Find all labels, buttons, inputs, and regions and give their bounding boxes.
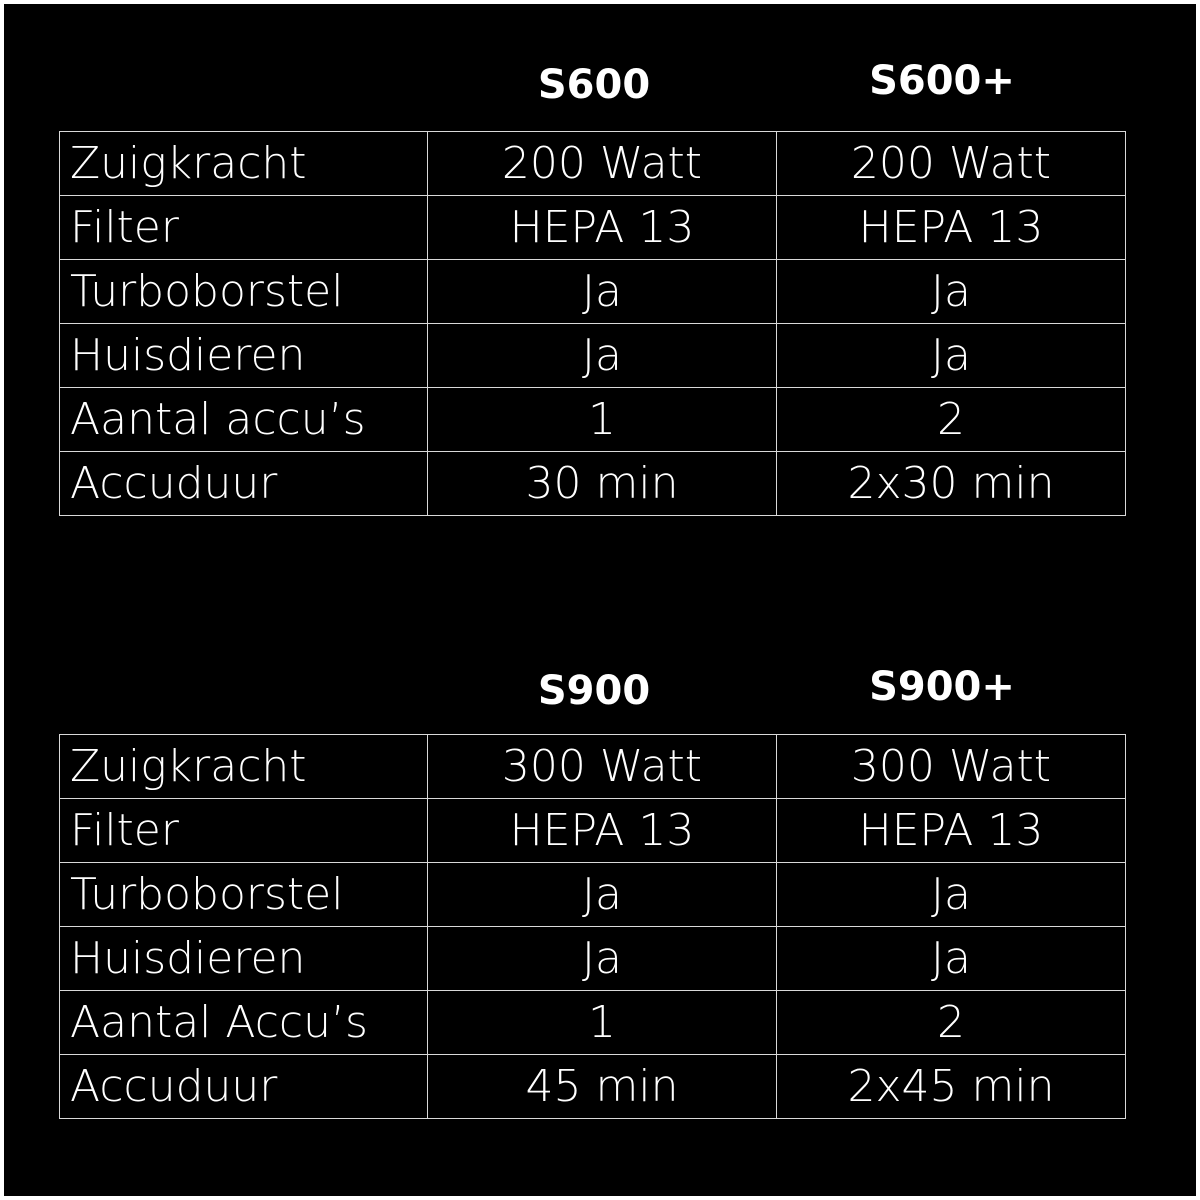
cell-value: Ja bbox=[777, 260, 1126, 324]
cell-value: 2 bbox=[777, 388, 1126, 452]
cell-value: 1 bbox=[428, 388, 777, 452]
table-row bbox=[60, 388, 1126, 452]
cell-value: Ja bbox=[777, 927, 1126, 991]
cell-value: HEPA 13 bbox=[777, 196, 1126, 260]
row-label: Filter bbox=[60, 196, 428, 260]
row-label: Zuigkracht bbox=[60, 735, 428, 799]
table-row bbox=[60, 991, 1126, 1055]
row-label: Accuduur bbox=[60, 1055, 428, 1119]
cell-value: 45 min bbox=[428, 1055, 777, 1119]
cell-value: 300 Watt bbox=[777, 735, 1126, 799]
cell-value: 300 Watt bbox=[428, 735, 777, 799]
row-label: Aantal accu’s bbox=[60, 388, 428, 452]
model-header-s600: S600 bbox=[537, 62, 651, 108]
cell-value: 2x30 min bbox=[777, 452, 1126, 516]
table-row bbox=[60, 1055, 1126, 1119]
model-header-s900-plus: S900+ bbox=[869, 664, 1015, 710]
row-label: Turboborstel bbox=[60, 260, 428, 324]
row-label: Zuigkracht bbox=[60, 132, 428, 196]
cell-value: 200 Watt bbox=[428, 132, 777, 196]
table-row bbox=[60, 132, 1126, 196]
cell-value: Ja bbox=[777, 863, 1126, 927]
table-row bbox=[60, 196, 1126, 260]
table-row bbox=[60, 324, 1126, 388]
model-header-s600-plus: S600+ bbox=[869, 58, 1015, 104]
cell-value: 2x45 min bbox=[777, 1055, 1126, 1119]
cell-value: HEPA 13 bbox=[428, 799, 777, 863]
table-row bbox=[60, 927, 1126, 991]
spec-table-s900 bbox=[59, 734, 1126, 1119]
row-label: Huisdieren bbox=[60, 927, 428, 991]
cell-value: Ja bbox=[777, 324, 1126, 388]
cell-value: Ja bbox=[428, 260, 777, 324]
cell-value: 30 min bbox=[428, 452, 777, 516]
cell-value: HEPA 13 bbox=[777, 799, 1126, 863]
row-label: Filter bbox=[60, 799, 428, 863]
table-row bbox=[60, 799, 1126, 863]
cell-value: HEPA 13 bbox=[428, 196, 777, 260]
cell-value: 1 bbox=[428, 991, 777, 1055]
table-row bbox=[60, 735, 1126, 799]
row-label: Huisdieren bbox=[60, 324, 428, 388]
table-row bbox=[60, 863, 1126, 927]
table-row bbox=[60, 260, 1126, 324]
spec-table-s600 bbox=[59, 131, 1126, 516]
table-row bbox=[60, 452, 1126, 516]
row-label: Accuduur bbox=[60, 452, 428, 516]
cell-value: Ja bbox=[428, 863, 777, 927]
cell-value: 2 bbox=[777, 991, 1126, 1055]
row-label: Aantal Accu’s bbox=[60, 991, 428, 1055]
row-label: Turboborstel bbox=[60, 863, 428, 927]
cell-value: Ja bbox=[428, 927, 777, 991]
cell-value: Ja bbox=[428, 324, 777, 388]
cell-value: 200 Watt bbox=[777, 132, 1126, 196]
spec-panel bbox=[4, 4, 1196, 1196]
model-header-s900: S900 bbox=[537, 668, 651, 714]
